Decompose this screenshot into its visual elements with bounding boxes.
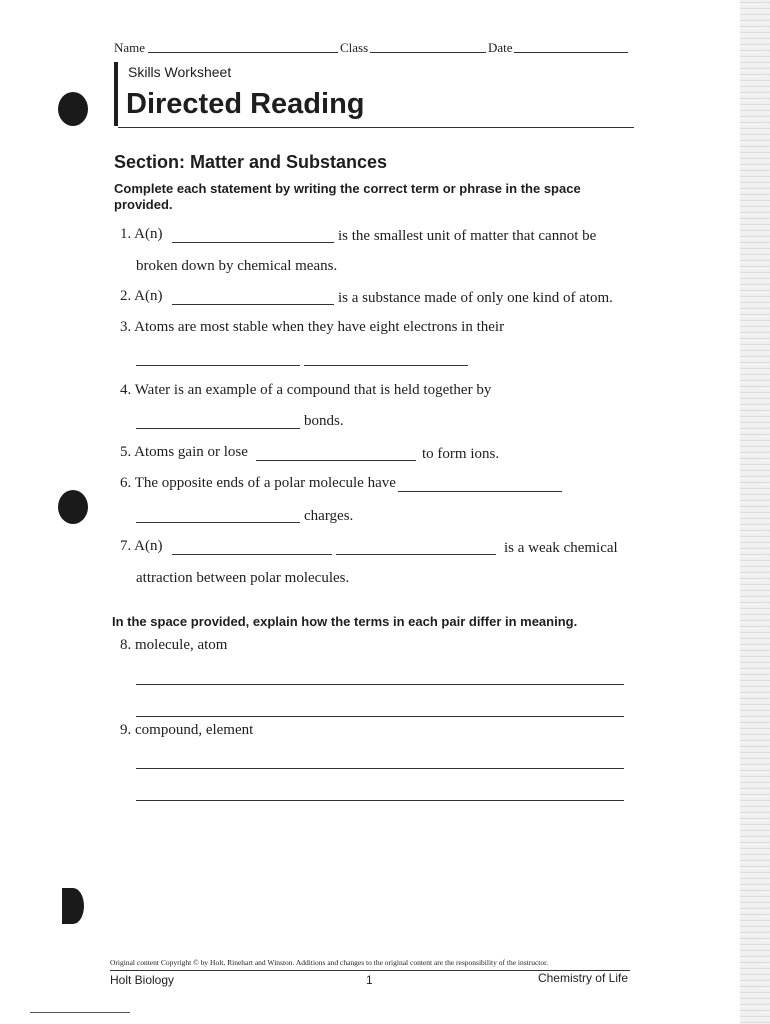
q6-blank-1[interactable] xyxy=(398,491,562,492)
q4-blank[interactable] xyxy=(136,428,300,429)
date-blank[interactable] xyxy=(514,52,628,53)
footer-copyright: Original content Copyright © by Holt, Rinehart and Winston. Additions and changes to the original content are the responsibility of the instructor. xyxy=(110,958,549,967)
class-blank[interactable] xyxy=(370,52,486,53)
q3-blank-2[interactable] xyxy=(304,365,468,366)
q8-text: 8. molecule, atom xyxy=(120,637,228,653)
section-instructions: Complete each statement by writing the correct term or phrase in the space provided. xyxy=(114,181,581,212)
name-label: Name xyxy=(114,40,146,55)
q7-text: is a weak chemical xyxy=(504,540,618,556)
q1-blank[interactable] xyxy=(172,242,334,243)
q1-text: is the smallest unit of matter that cannot be xyxy=(338,228,597,244)
scan-mark xyxy=(30,1012,130,1013)
q9-text: 9. compound, element xyxy=(120,722,254,738)
q1-number: 1. A(n) xyxy=(120,226,163,242)
worksheet-type: Skills Worksheet xyxy=(128,64,232,80)
punch-hole xyxy=(62,888,84,924)
q2-text: is a substance made of only one kind of atom. xyxy=(338,290,613,306)
footer-chapter: Chemistry of Life xyxy=(537,971,628,985)
footer-book: Holt Biology xyxy=(110,973,175,987)
q4-text: 4. Water is an example of a compound that is held together by xyxy=(120,382,492,398)
q7-number: 7. A(n) xyxy=(120,538,163,554)
q9-answer-line-2[interactable] xyxy=(136,800,624,801)
q7-blank-2[interactable] xyxy=(336,554,496,555)
section-title: Section: Matter and Substances xyxy=(114,152,388,172)
q7-blank-1[interactable] xyxy=(172,554,332,555)
q2-blank[interactable] xyxy=(172,304,334,305)
worksheet-title: Directed Reading xyxy=(126,88,365,120)
q5-blank[interactable] xyxy=(256,460,416,461)
q3-blank-1[interactable] xyxy=(136,365,300,366)
punch-hole xyxy=(58,490,88,524)
q8-answer-line-2[interactable] xyxy=(136,716,624,717)
q6-text: 6. The opposite ends of a polar molecule have xyxy=(120,475,396,491)
q9-answer-line-1[interactable] xyxy=(136,768,624,769)
footer-page-number: 1 xyxy=(366,973,373,987)
q8-answer-line-1[interactable] xyxy=(136,684,624,685)
q2-number: 2. A(n) xyxy=(120,288,163,304)
q4-after: bonds. xyxy=(304,413,344,429)
name-blank[interactable] xyxy=(148,52,338,53)
date-label: Date xyxy=(488,40,513,55)
q1-continuation: broken down by chemical means. xyxy=(136,258,338,274)
title-accent-bar xyxy=(114,62,118,126)
q5-text: 5. Atoms gain or lose xyxy=(120,444,248,460)
scan-edge-shadow xyxy=(740,0,770,1024)
student-info-row xyxy=(114,38,630,58)
q3-text: 3. Atoms are most stable when they have eight electrons in their xyxy=(120,319,505,335)
q7-continuation: attraction between polar molecules. xyxy=(136,570,350,586)
q6-after: charges. xyxy=(304,508,354,524)
class-label: Class xyxy=(340,40,369,55)
punch-hole xyxy=(58,92,88,126)
part2-instructions: In the space provided, explain how the terms in each pair differ in meaning. xyxy=(112,614,578,629)
q6-blank-2[interactable] xyxy=(136,522,300,523)
title-rule xyxy=(118,127,634,128)
q5-after: to form ions. xyxy=(422,446,500,462)
